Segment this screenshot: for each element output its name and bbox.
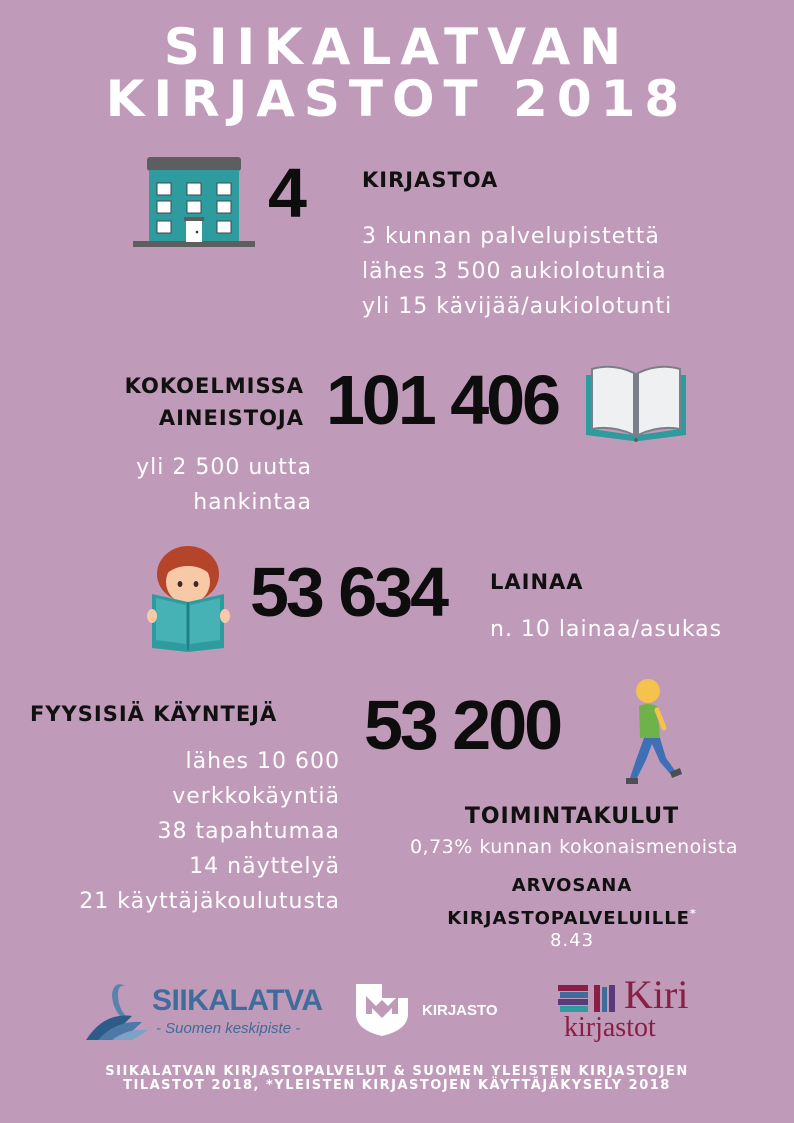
visits-detail-4: 14 näyttelyä [189,854,340,879]
libraries-detail-2: lähes 3 500 aukiolotuntia [362,259,667,284]
libraries-details [362,219,782,324]
footer-line1: SIIKALATVAN KIRJASTOPALVELUT & SUOMEN YLEISTEN KIRJASTOJEN [105,1064,689,1079]
kiri-subname: kirjastot [564,1012,656,1043]
collections-label-line1: KOKOELMISSA [124,374,304,398]
loans-detail: n. 10 lainaa/asukas [490,617,723,642]
rating-value: 8.43 [549,930,595,951]
rating-asterisk: * [689,907,697,920]
collections-detail-2: hankintaa [193,490,312,515]
reading-girl-icon [146,544,232,652]
visits-detail-1: lähes 10 600 [185,749,340,774]
collections-detail-1: yli 2 500 uutta [136,455,312,480]
costs-label: TOIMINTAKULUT [464,804,680,829]
collections-number: 101 406 [326,361,559,439]
visits-detail-5: 21 käyttäjäkoulutusta [79,889,340,914]
loans-label: LAINAA [490,570,584,594]
libraries-number: 4 [268,154,307,232]
footer-line2: TILASTOT 2018, *YLEISTEN KIRJASTOJEN KÄYTTÄJÄKYSELY 2018 [123,1078,671,1093]
loans-number: 53 634 [250,553,447,631]
libraries-detail-3: yli 15 kävijää/aukiolotunti [362,294,673,319]
rating-label [372,872,772,933]
siikalatva-tagline: - Suomen keskipiste - [156,1020,301,1037]
open-book-icon [583,363,689,445]
title-line1: SIIKALATVAN [163,18,631,76]
kirjasto-shield-icon [352,980,412,1038]
costs-detail: 0,73% kunnan kokonaismenoista [409,836,739,858]
library-building-icon [133,155,255,250]
siikalatva-logo [82,982,323,1044]
kiri-name: Kiri [624,972,689,1017]
kiri-logo [556,972,706,1045]
collections-label [40,370,304,434]
libraries-label: KIRJASTOA [362,168,499,192]
visits-label: FYYSISIÄ KÄYNTEJÄ [30,702,278,726]
collections-label-line2: AINEISTOJA [158,406,304,430]
collections-details [40,450,312,520]
visits-detail-3: 38 tapahtumaa [157,819,340,844]
visits-number: 53 200 [364,686,561,764]
title-line2: KIRJASTOT 2018 [105,70,689,128]
kirjasto-name: KIRJASTO [422,1002,498,1019]
libraries-detail-1: 3 kunnan palvelupistettä [362,224,660,249]
kirjasto-logo [352,980,512,1040]
rating-label-line2: KIRJASTOPALVELUILLE [447,908,690,929]
walking-person-icon [624,678,682,786]
rating-label-line1: ARVOSANA [511,875,633,896]
visits-detail-2: verkkokäyntiä [172,784,340,809]
swan-icon [82,982,150,1044]
visits-details [20,744,340,919]
siikalatva-name: SIIKALATVA [152,984,323,1017]
books-stack-icon [556,983,622,1013]
